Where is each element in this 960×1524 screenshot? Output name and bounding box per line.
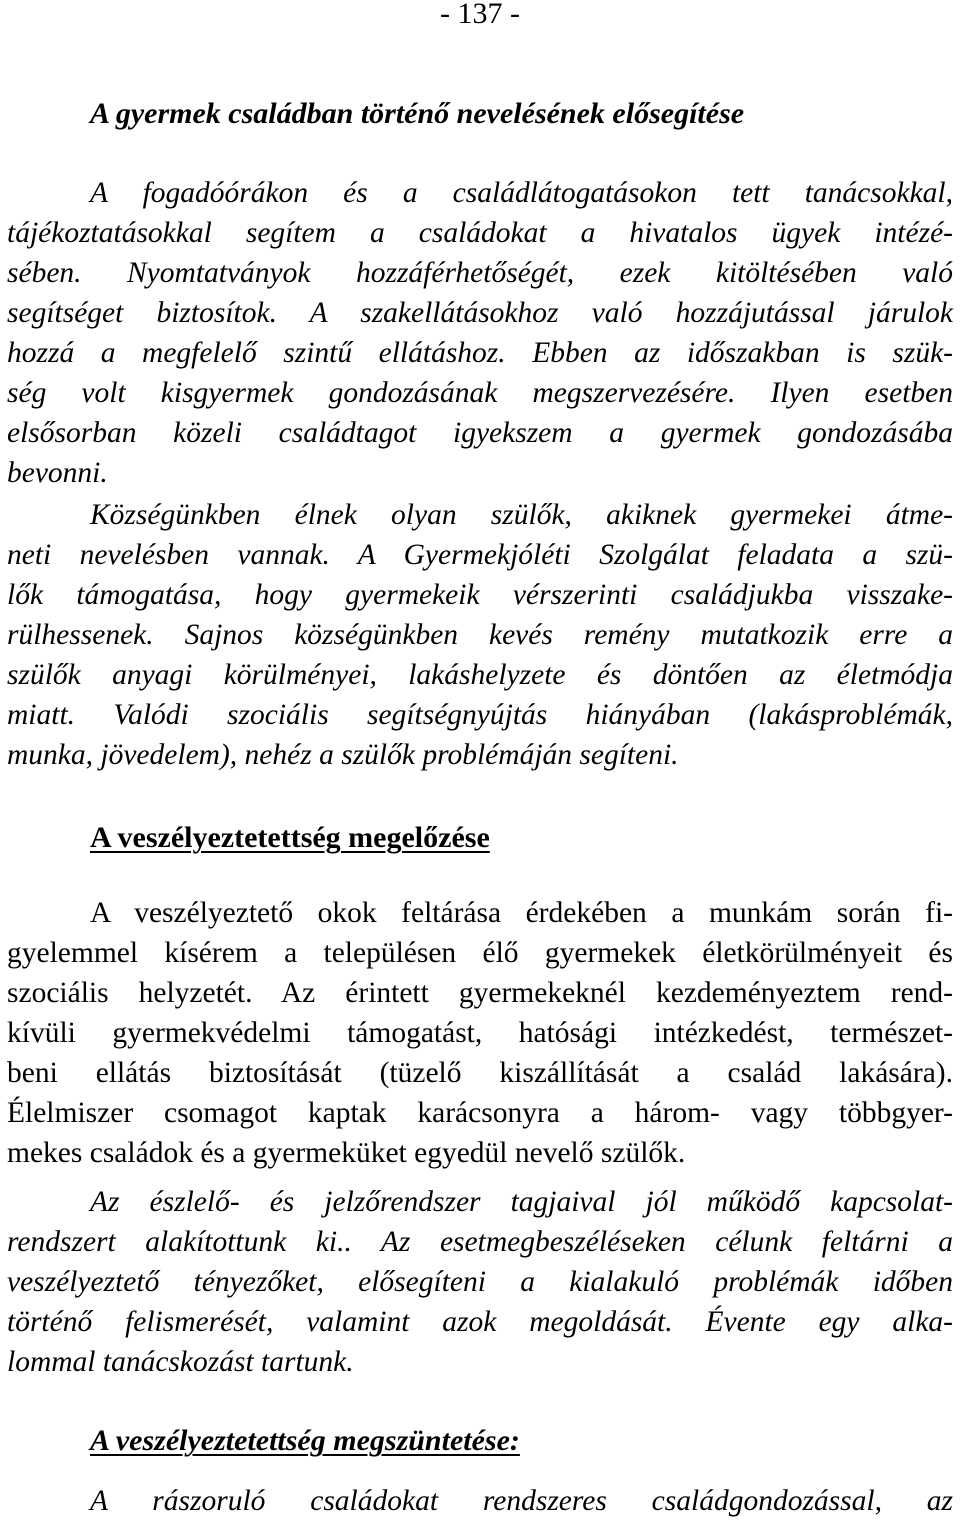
text-line: bevonni. <box>7 457 108 489</box>
text-line: neti nevelésben vannak. A Gyermekjóléti Szolgálat feladata a szü- <box>7 539 953 571</box>
text-line: A veszélyeztető okok feltárása érdekében a munkám során fi- <box>90 897 953 929</box>
text-line: lommal tanácskozást tartunk. <box>7 1346 354 1378</box>
text-line: mekes családok és a gyermeküket egyedül nevelő szülők. <box>7 1137 686 1169</box>
text-line: kívüli gyermekvédelmi támogatást, hatósági intézkedést, természet- <box>7 1017 953 1049</box>
text-line: beni ellátás biztosítását (tüzelő kiszállítását a család lakására). <box>7 1057 953 1089</box>
section-heading-elimination: A veszélyeztetettség megszüntetése: <box>90 1424 520 1457</box>
text-line: sében. Nyomtatványok hozzáférhetőségét, ezek kitöltésében való <box>7 257 953 289</box>
text-line: ség volt kisgyermek gondozásának megszervezésére. Ilyen esetben <box>7 377 953 409</box>
text-line: tájékoztatásokkal segítem a családokat a hivatalos ügyek intézé- <box>7 217 953 249</box>
paragraph-signal-system <box>7 1182 953 1382</box>
text-line: miatt. Valódi szociális segítségnyújtás hiányában (lakásproblémák, <box>7 699 953 731</box>
text-line: szülők anyagi körülményei, lakáshelyzete és döntően az életmódja <box>7 659 953 691</box>
paragraph-consultations <box>7 173 953 493</box>
text-line: veszélyeztető tényezőket, elősegíteni a kialakuló problémák időben <box>7 1266 953 1298</box>
section-heading-child-upbringing: A gyermek családban történő nevelésének elősegítése <box>90 97 745 130</box>
text-line: Községünkben élnek olyan szülők, akiknek gyermekei átme- <box>90 499 953 531</box>
text-line: történő felismerését, valamint azok megoldását. Évente egy alka- <box>7 1306 953 1338</box>
text-line: szociális helyzetét. Az érintett gyermekeknél kezdeményeztem rend- <box>7 977 953 1009</box>
text-line: rendszert alakítottunk ki.. Az esetmegbeszéléseken célunk feltárni a <box>7 1226 953 1258</box>
text-line: Élelmiszer csomagot kaptak karácsonyra a három- vagy többgyer- <box>7 1097 953 1129</box>
paragraph-foster-care <box>7 495 953 775</box>
text-line: lők támogatása, hogy gyermekeik vérszerinti családjukba visszake- <box>7 579 953 611</box>
paragraph-risk-factors <box>7 893 953 1173</box>
text-line: gyelemmel kísérem a településen élő gyermekek életkörülményeit és <box>7 937 953 969</box>
page-number: - 137 - <box>440 0 520 30</box>
text-line: A rászoruló családokat rendszeres családgondozással, az <box>90 1485 953 1517</box>
text-line: elsősorban közeli családtagot igyekszem a gyermek gondozásába <box>7 417 953 449</box>
text-line: rülhessenek. Sajnos községünkben kevés remény mutatkozik erre a <box>7 619 953 651</box>
text-line: segítséget biztosítok. A szakellátásokhoz való hozzájutással járulok <box>7 297 953 329</box>
text-line: munka, jövedelem), nehéz a szülők problémáján segíteni. <box>7 739 679 771</box>
text-line: A fogadóórákon és a családlátogatásokon tett tanácsokkal, <box>90 177 953 209</box>
text-line: hozzá a megfelelő szintű ellátáshoz. Ebben az időszakban is szük- <box>7 337 953 369</box>
text-line: Az észlelő- és jelzőrendszer tagjaival jól működő kapcsolat- <box>90 1186 953 1218</box>
paragraph-family-care <box>7 1481 953 1521</box>
section-heading-prevention: A veszélyeztetettség megelőzése <box>90 821 490 854</box>
